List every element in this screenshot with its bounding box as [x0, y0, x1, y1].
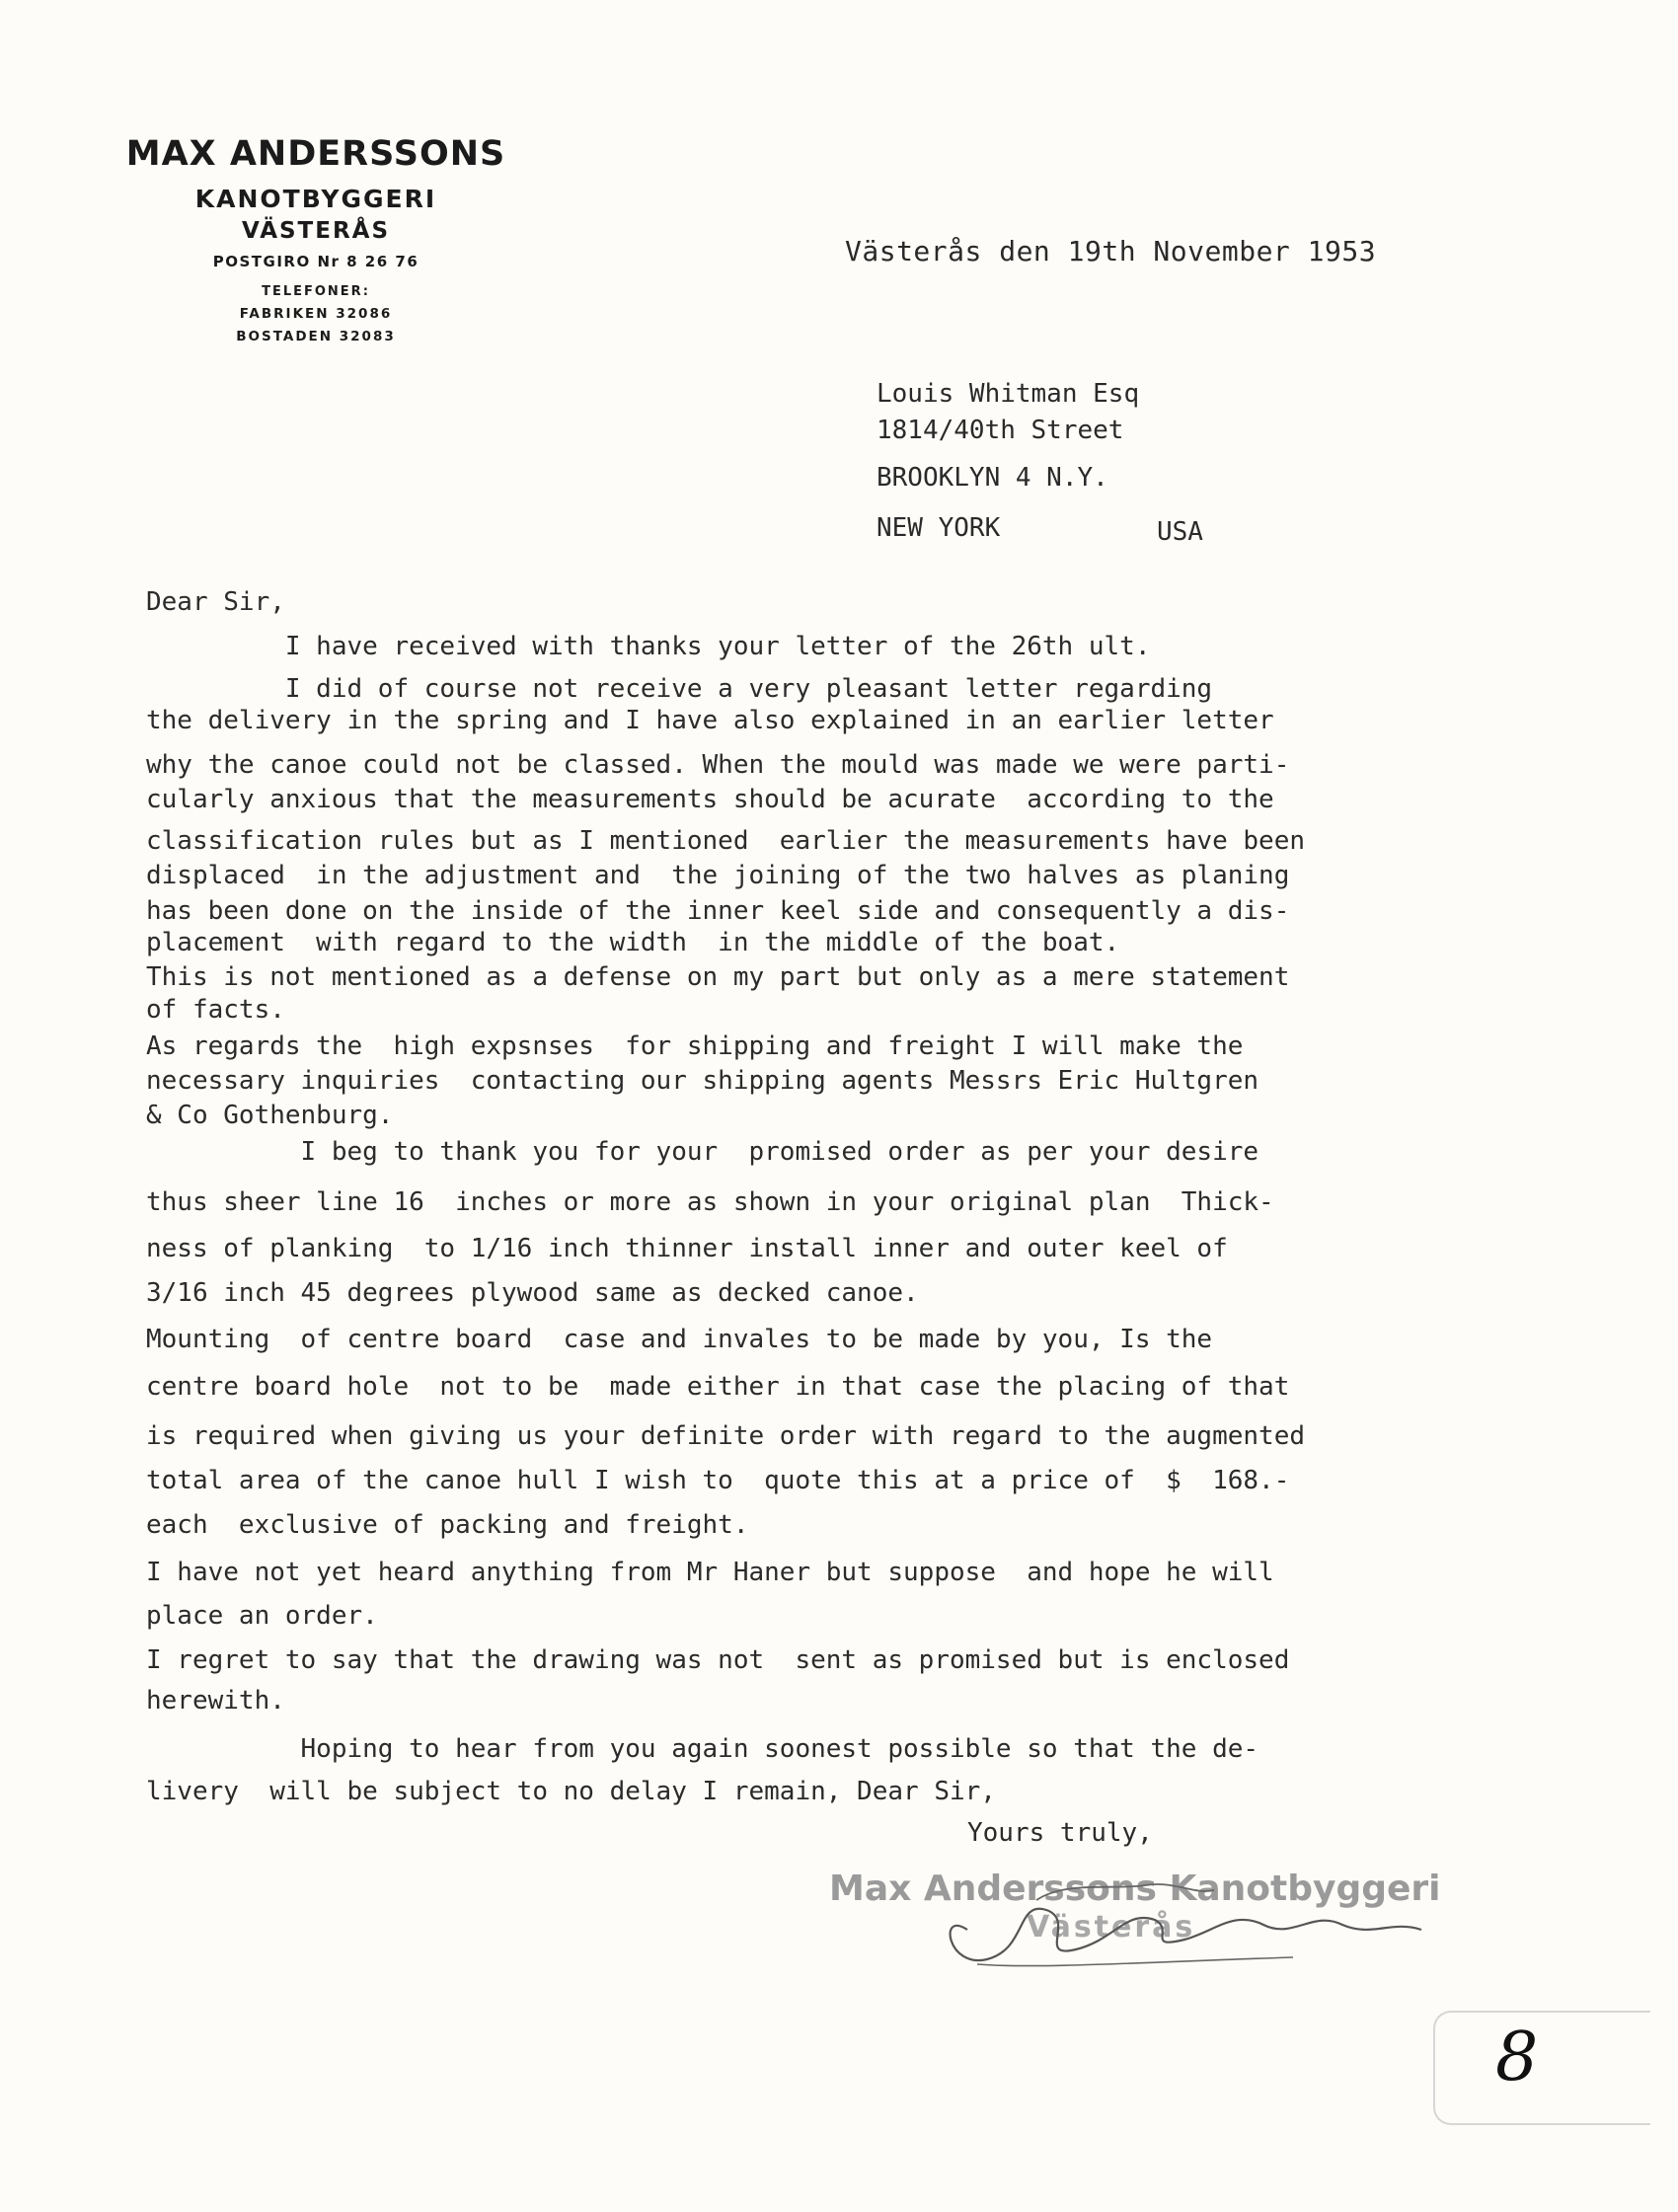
body-line: I regret to say that the drawing was not sent as promised but is enclosed [146, 1645, 1290, 1675]
body-line: Mounting of centre board case and invales to be made by you, Is the [146, 1325, 1213, 1354]
stamp-line-1: Max Anderssons Kanotbyggeri [829, 1869, 1441, 1909]
letterhead-company: MAX ANDERSSONS [125, 134, 506, 174]
recipient-street: 1814/40th Street [877, 416, 1124, 445]
body-line: of facts. [146, 995, 285, 1025]
recipient-name: Louis Whitman Esq [877, 379, 1140, 409]
handwritten-signature [918, 1870, 1431, 1979]
body-line: This is not mentioned as a defense on my part but only as a mere statement [146, 962, 1290, 992]
recipient-country: USA [1157, 517, 1203, 547]
body-line: herewith. [146, 1686, 285, 1716]
date-line: Västerås den 19th November 1953 [845, 235, 1377, 267]
body-line: I did of course not receive a very pleasant letter regarding [146, 674, 1213, 704]
letterhead-postgiro: POSTGIRO Nr 8 26 76 [212, 253, 420, 270]
body-line: why the canoe could not be classed. When the mould was made we were parti- [146, 750, 1290, 780]
recipient-city: BROOKLYN 4 N.Y. [877, 463, 1108, 493]
letterhead-subtitle: KANOTBYGGERI [194, 185, 437, 213]
body-line: As regards the high expsnses for shipping and freight I will make the [146, 1031, 1244, 1061]
body-line: 3/16 inch 45 degrees plywood same as decked canoe. [146, 1278, 919, 1308]
body-line: I have received with thanks your letter of the 26th ult. [146, 632, 1151, 661]
letterhead-fabriken: FABRIKEN 32086 [239, 306, 393, 322]
body-line: necessary inquiries contacting our shipping agents Messrs Eric Hultgren [146, 1066, 1259, 1096]
body-line: the delivery in the spring and I have also explained in an earlier letter [146, 706, 1274, 735]
body-line: ness of planking to 1/16 inch thinner install inner and outer keel of [146, 1234, 1228, 1263]
body-line: I beg to thank you for your promised order as per your desire [146, 1137, 1259, 1167]
letterhead-bostaden: BOSTADEN 32083 [236, 329, 396, 344]
closing: Yours truly, [967, 1818, 1153, 1848]
body-line: I have not yet heard anything from Mr Haner but suppose and hope he will [146, 1558, 1274, 1587]
body-line: livery will be subject to no delay I remain, Dear Sir, [146, 1777, 996, 1806]
body-line: centre board hole not to be made either in that case the placing of that [146, 1372, 1290, 1402]
body-line: place an order. [146, 1601, 378, 1631]
recipient-state: NEW YORK [877, 513, 1001, 543]
body-line: displaced in the adjustment and the joining of the two halves as planing [146, 861, 1290, 890]
body-line: total area of the canoe hull I wish to quote this at a price of $ 168.- [146, 1466, 1290, 1495]
body-line: & Co Gothenburg. [146, 1101, 394, 1130]
body-line: Hoping to hear from you again soonest possible so that the de- [146, 1734, 1259, 1764]
body-line: each exclusive of packing and freight. [146, 1510, 749, 1540]
letterhead-telefoner-label: TELEFONER: [262, 284, 370, 299]
body-line: has been done on the inside of the inner keel side and consequently a dis- [146, 896, 1290, 926]
letterhead-city: VÄSTERÅS [241, 218, 391, 244]
body-line: thus sheer line 16 inches or more as shown in your original plan Thick- [146, 1187, 1274, 1217]
body-line: cularly anxious that the measurements should be acurate according to the [146, 785, 1274, 814]
body-line: Dear Sir, [146, 587, 285, 617]
body-line: classification rules but as I mentioned earlier the measurements have been [146, 826, 1305, 856]
stamp-line-2: Västerås [1027, 1910, 1196, 1945]
body-line: placement with regard to the width in the middle of the boat. [146, 928, 1120, 957]
page-number: 8 [1495, 2019, 1539, 2097]
body-line: is required when giving us your definite order with regard to the augmented [146, 1421, 1305, 1451]
